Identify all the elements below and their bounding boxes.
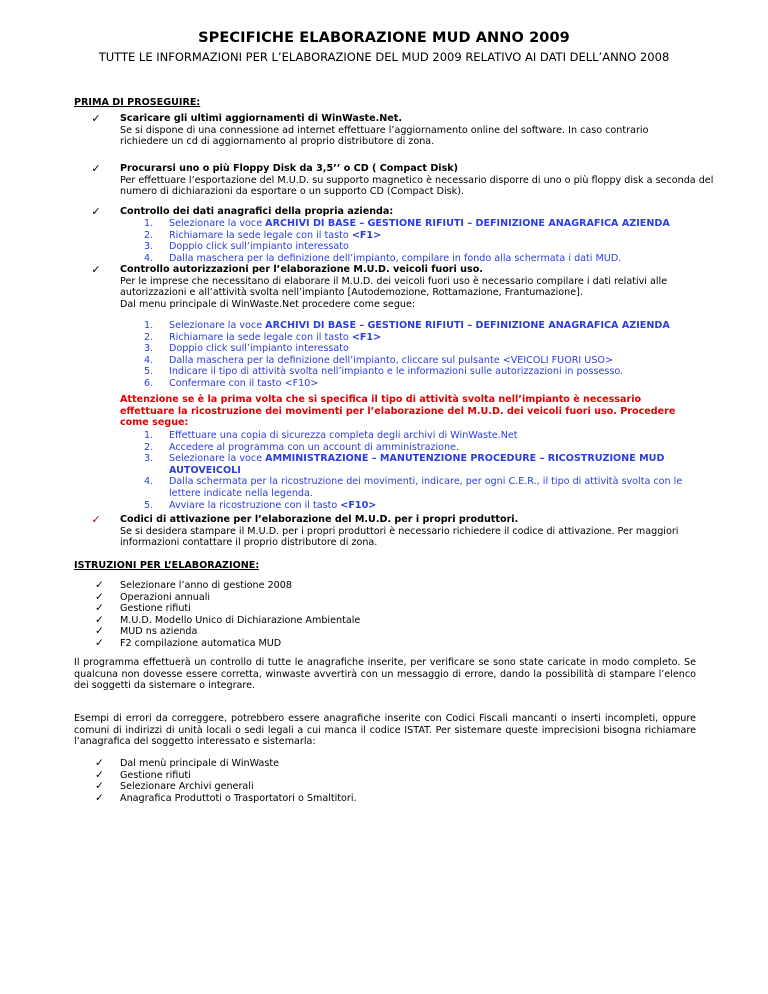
warning-text: Attenzione se è la prima volta che si specifica il tipo di attività svolta nell’impianto è necessario effettuare la ricostruzione dei movimenti per l’elaborazione del M.U.D. dei veicoli fuori uso. Procedere come segue: <box>120 394 676 429</box>
item-text: Dal menu principale di WinWaste.Net procedere come segue: <box>120 298 416 310</box>
list-item: ✓ Dal menù principale di WinWaste <box>90 758 490 770</box>
checkmark-icon: ✓ <box>95 757 104 769</box>
checkmark-icon: ✓ <box>91 205 101 218</box>
item-title: Procurarsi uno o più Floppy Disk da 3,5’’ o CD ( Compact Disk) <box>120 163 459 174</box>
list-item: 4. Dalla maschera per la definizione dell’impianto, cliccare sul pulsante <VEICOLI FUORI USO> <box>144 354 613 366</box>
section-heading-istruzioni: ISTRUZIONI PER L’ELABORAZIONE: <box>74 560 260 571</box>
list-item: 5. Indicare il tipo di attività svolta nell’impianto e le informazioni sulle autorizzazioni in possesso. <box>144 366 624 378</box>
checklist-item-floppy <box>120 163 740 198</box>
section-heading-prima: PRIMA DI PROSEGUIRE: <box>74 97 201 108</box>
list-item: 4. Dalla schermata per la ricostruzione dei movimenti, indicare, per ogni C.E.R., il tipo di attività svolta con le lettere indicate nella legenda. <box>144 476 683 499</box>
list-item: 3. Doppio click sull’impianto interessato <box>144 343 349 355</box>
checkmark-icon: ✓ <box>95 625 104 638</box>
checkmark-icon: ✓ <box>95 602 104 615</box>
list-item: ✓ Gestione rifiuti <box>90 603 490 615</box>
list-item: ✓ Anagrafica Produttoti o Trasportatori o Smaltitori. <box>90 793 490 805</box>
list-item: 3. Selezionare la voce AMMINISTRAZIONE – MANUTENZIONE PROCEDURE – RICOSTRUZIONE MUD AUTOVEICOLI <box>144 453 665 476</box>
paragraph-controllo: Il programma effettuerà un controllo di tutte le anagrafiche inserite, per verificare se sono state caricate in modo completo. Se qualcuna non dovesse essere corretta, winwaste avvertirà con un messaggio di errore, dando la possibilità di stampare l’elenco dei soggetti da sistemare o integrare. <box>74 657 696 692</box>
checkmark-icon: ✓ <box>95 579 104 591</box>
item-text: Se si dispone di una connessione ad internet effettuare l’aggiornamento online del software. In caso contrario richiedere un cd di aggiornamento al proprio distributore di zona. <box>120 124 649 148</box>
steps-veicoli <box>144 320 734 390</box>
checkmark-icon: ✓ <box>95 768 104 781</box>
checkmark-icon: ✓ <box>91 112 101 125</box>
list-item: ✓ Gestione rifiuti <box>90 770 490 782</box>
checklist-item-aggiornamenti <box>120 113 695 148</box>
list-item: 1. Selezionare la voce ARCHIVI DI BASE – GESTIONE RIFIUTI – DEFINIZIONE ANAGRAFICA AZIENDA <box>144 320 670 331</box>
list-item: 1. Selezionare la voce ARCHIVI DI BASE – GESTIONE RIFIUTI – DEFINIZIONE ANAGRAFICA AZIENDA <box>144 218 670 229</box>
list-item: ✓ M.U.D. Modello Unico di Dichiarazione Ambientale <box>90 615 490 627</box>
item-title: Controllo dei dati anagrafici della propria azienda: <box>120 206 394 217</box>
list-item: 2. Accedere al programma con un account di amministrazione. <box>144 441 460 453</box>
list-item: 2. Richiamare la sede legale con il tasto <F1> <box>144 229 382 241</box>
item-text: Se si desidera stampare il M.U.D. per i propri produttori è necessario richiedere il codice di attivazione. Per maggiori informazioni contattare il proprio distributore di zona. <box>120 525 679 549</box>
steps-anagrafica <box>144 218 724 264</box>
list-item: 6. Confermare con il tasto <F10> <box>144 377 319 389</box>
document-subtitle: TUTTE LE INFORMAZIONI PER L’ELABORAZIONE DEL MUD 2009 RELATIVO AI DATI DELL’ANNO 2008 <box>98 50 670 64</box>
checkmark-icon: ✓ <box>95 791 104 804</box>
item-text: Per effettuare l’esportazione del M.U.D. su supporto magnetico è necessario disporre di uno o più floppy disk a seconda del numero di dichiarazioni da esportare o un supporto CD (Compact Disk). <box>120 174 714 198</box>
list-item: ✓ Selezionare Archivi generali <box>90 781 490 793</box>
checkmark-icon: ✓ <box>95 636 104 649</box>
list-item: 1. Effettuare una copia di sicurezza completa degli archivi di WinWaste.Net <box>144 430 518 441</box>
paragraph-esempi: Esempi di errori da correggere, potrebbero essere anagrafiche inserite con Codici Fiscali mancanti o inserti incompleti, oppure comuni di indirizzi di unità locali o sedi legali a cui manca il codice ISTAT. Per sistemare queste imprecisioni bisogna richiamare l’anagrafica del soggetto interessato e sistemarla: <box>74 713 696 748</box>
checkmark-icon: ✓ <box>91 162 101 175</box>
checkmark-icon: ✓ <box>91 263 101 276</box>
checklist-item-veicoli <box>120 264 700 310</box>
item-title: Controllo autorizzazioni per l’elaborazione M.U.D. veicoli fuori uso. <box>120 264 483 275</box>
item-title: Scaricare gli ultimi aggiornamenti di WinWaste.Net. <box>120 113 403 124</box>
list-item: 4. Dalla maschera per la definizione dell’impianto, compilare in fondo alla schermata i dati MUD. <box>144 252 622 264</box>
list-item: ✓ Operazioni annuali <box>90 592 490 604</box>
list-item: ✓ Selezionare l’anno di gestione 2008 <box>90 580 490 592</box>
checkmark-icon: ✓ <box>95 780 104 793</box>
checklist-item-codici <box>120 514 680 549</box>
anagrafica-list <box>90 758 490 804</box>
list-item: ✓ MUD ns azienda <box>90 626 490 638</box>
steps-ricostruzione <box>144 430 684 511</box>
checkmark-icon: ✓ <box>95 590 104 603</box>
document-title: SPECIFICHE ELABORAZIONE MUD ANNO 2009 <box>198 30 570 46</box>
istruzioni-list <box>90 580 490 650</box>
item-title: Codici di attivazione per l’elaborazione del M.U.D. per i propri produttori. <box>120 514 519 525</box>
list-item: 2. Richiamare la sede legale con il tasto <F1> <box>144 331 382 343</box>
checkmark-icon: ✓ <box>95 613 104 626</box>
checkmark-icon: ✓ <box>91 513 101 526</box>
list-item: 5. Avviare la ricostruzione con il tasto <F10> <box>144 499 377 511</box>
list-item: 3. Doppio click sull’impianto interessato <box>144 241 349 253</box>
list-item: ✓ F2 compilazione automatica MUD <box>90 638 490 650</box>
item-text: Per le imprese che necessitano di elaborare il M.U.D. dei veicoli fuori uso è necessario compilare i dati relativi alle autorizzazioni e all’attività svolta nell’impianto [Autodemozione, Rottamazione, Frantumazione]. <box>120 275 668 299</box>
